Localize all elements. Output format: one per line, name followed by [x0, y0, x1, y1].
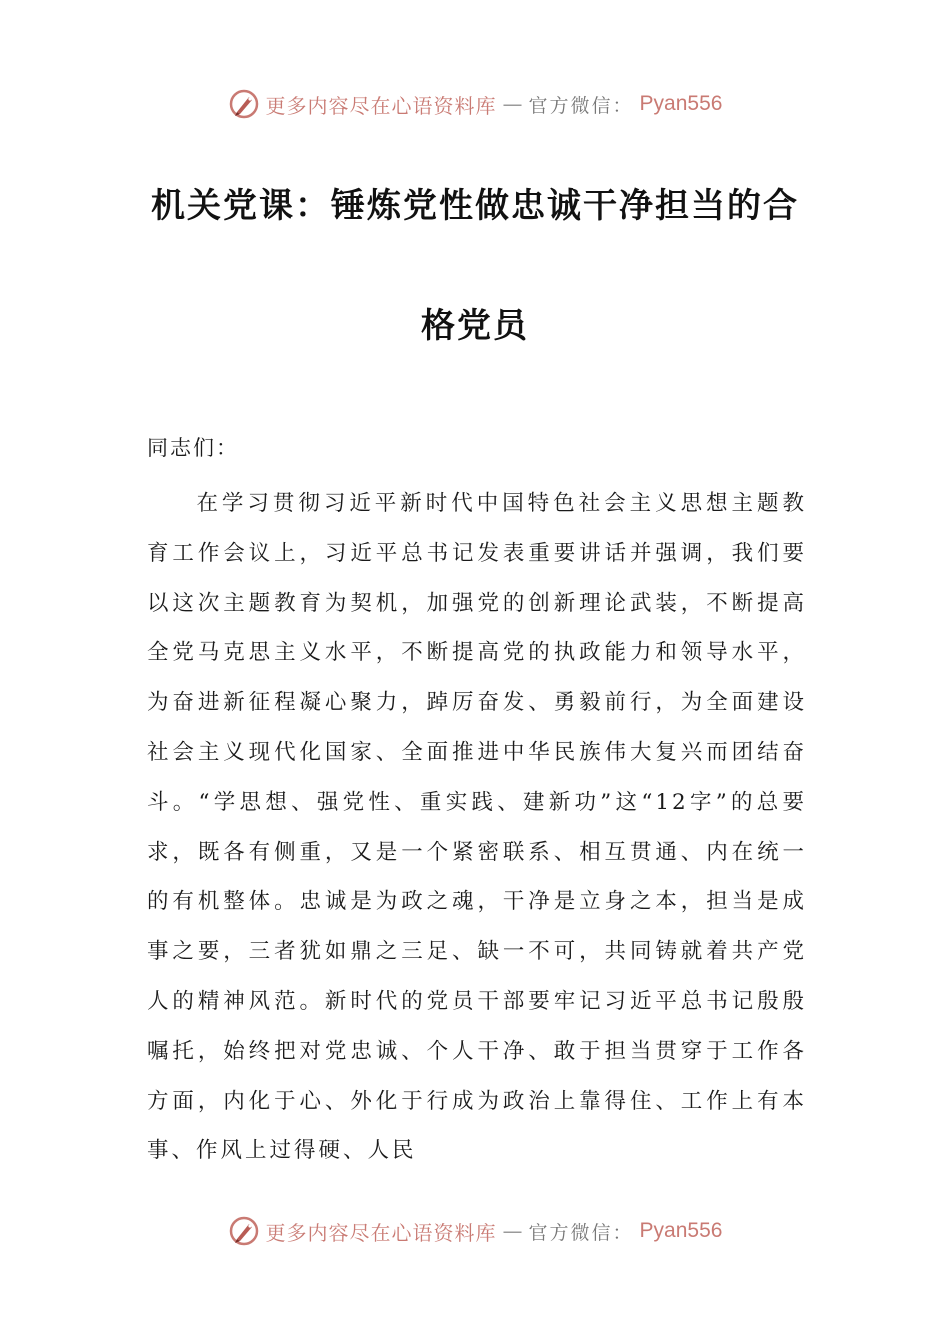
watermark-header [0, 84, 950, 124]
watermark-footer [0, 1211, 950, 1251]
document-title-line-1: 机关党课：锤炼党性做忠诚干净担当的合 [151, 186, 799, 226]
watermark-main-text: 更多内容尽在心语资料库 [265, 1220, 497, 1245]
watermark-main-text: 更多内容尽在心语资料库 [265, 93, 497, 118]
document-title-line-2: 格党员 [421, 306, 529, 346]
body-paragraph: 在学习贯彻习近平新时代中国特色社会主义思想主题教育工作会议上，习近平总书记发表重要讲话并强调，我们要以这次主题教育为契机，加强党的创新理论武装，不断提高全党马克思主义水平，不断提高党的执政能力和领导水平，为奋进新征程凝心聚力，踔厉奋发、勇毅前行，为全面建设社会主义现代化国家、全面推进中华民族伟大复兴而团结奋斗。“学思想、强党性、重实践、建新功”这“12字”的总要求，既各有侧重，又是一个紧密联系、相互贯通、内在统一的有机整体。忠诚是为政之魂，干净是立身之本，担当是成事之要，三者犹如鼎之三足、缺一不可，共同铸就着共产党人的精神风范。新时代的党员干部要牢记习近平总书记殷殷嘱托，始终把对党忠诚、个人干净、敢于担当贯穿于工作各方面，内化于心、外化于行成为政治上靠得住、工作上有本事、作风上过得硬、人民 [147, 491, 807, 1164]
watermark-wechat-id: Pyan556 [639, 92, 723, 115]
watermark-wechat-id: Pyan556 [639, 1219, 723, 1242]
salutation: 同志们： [147, 436, 239, 460]
pen-nib-logo-icon [228, 88, 260, 120]
watermark-sub-text: 官方微信： [528, 1221, 634, 1244]
watermark-sub-text: 官方微信： [528, 94, 634, 117]
watermark-dash: — [502, 92, 523, 116]
watermark-dash: — [502, 1219, 523, 1243]
pen-nib-logo-icon [228, 1215, 260, 1247]
